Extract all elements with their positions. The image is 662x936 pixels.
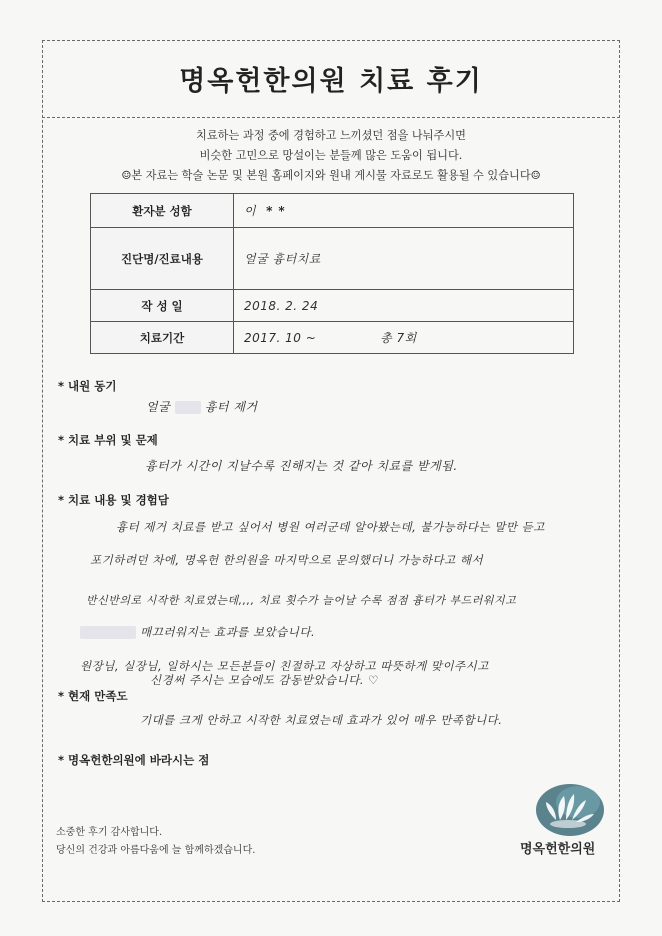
treatment-area-answer: 흉터가 시간이 지날수록 진해지는 것 같아 치료를 받게됨. [145, 459, 458, 473]
date-label: 작 성 일 [91, 290, 234, 322]
intro-text [42, 126, 620, 186]
period-value: 2017. 10 ~ [244, 331, 317, 345]
experience-line-6: 신경써 주시는 모습에도 감동받았습니다. ♡ [150, 673, 379, 687]
visit-reason-text-b: 흉터 제거 [204, 400, 258, 414]
experience-line-1: 흉터 제거 치료를 받고 싶어서 병원 여러군데 알아봤는데, 불가능하다는 말만 듣고 [116, 520, 545, 534]
name-value: 이 [244, 204, 257, 218]
footer-line-2: 당신의 건강과 아름다움에 늘 함께하겠습니다. [56, 845, 256, 856]
name-label: 환자분 성함 [91, 194, 234, 228]
visit-reason-answer [146, 398, 258, 415]
satisfaction-answer: 기대를 크게 안하고 시작한 치료였는데 효과가 있어 매우 만족합니다. [140, 713, 503, 727]
experience-line-4-wrap [80, 624, 315, 640]
experience-line-4: 매끄러워지는 효과를 보았습니다. [140, 625, 316, 639]
intro-line-3: ☺본 자료는 학술 논문 및 본원 홈페이지와 원내 게시물 자료로도 활용될 수 있습니다☺ [121, 169, 541, 182]
footer-line-1: 소중한 후기 감사합니다. [56, 827, 163, 838]
name-row [91, 194, 574, 228]
diagnosis-label: 진단명/진료내용 [91, 228, 234, 290]
intro-line-2: 비슷한 고민으로 망설이는 분들께 많은 도움이 됩니다. [199, 149, 463, 162]
redaction-mark [80, 626, 136, 639]
period-total: 총 7회 [380, 331, 417, 345]
date-row [91, 290, 574, 322]
period-label: 치료기간 [91, 322, 234, 354]
diagnosis-value: 얼굴 흉터치료 [234, 228, 574, 290]
experience-line-5: 원장님, 실장님, 일하시는 모든분들이 친절하고 자상하고 따뜻하게 맞이주시고 [80, 659, 489, 673]
name-masked: ** [266, 204, 291, 218]
title-box [42, 40, 620, 118]
request-title: * 명옥헌한의원에 바라시는 점 [58, 753, 210, 767]
patient-info-table [90, 193, 574, 354]
satisfaction-title: * 현재 만족도 [58, 689, 128, 703]
date-value: 2018. 2. 24 [234, 290, 574, 322]
experience-line-2: 포기하려던 차에, 명옥헌 한의원을 마지막으로 문의했더니 가능하다고 해서 [90, 553, 484, 567]
experience-line-3: 반신반의로 시작한 치료였는데,,,, 치료 횟수가 늘어날 수록 점점 흉터가 부드러워지고 [86, 594, 517, 607]
footer-thanks [56, 824, 255, 860]
visit-reason-text-a: 얼굴 [146, 400, 171, 414]
form-title: 명옥헌한의원 치료 후기 [179, 66, 483, 97]
treatment-area-title: * 치료 부위 및 문제 [58, 433, 158, 447]
name-cell [234, 194, 574, 228]
period-cell [234, 322, 574, 354]
experience-title: * 치료 내용 및 경험담 [58, 493, 169, 507]
clinic-logo-name: 명옥헌한의원 [520, 842, 596, 857]
redaction-mark [175, 401, 201, 414]
diagnosis-row [91, 228, 574, 290]
period-row [91, 322, 574, 354]
visit-reason-title: * 내원 동기 [58, 379, 117, 393]
intro-line-1: 치료하는 과정 중에 경험하고 느끼셨던 점을 나눠주시면 [196, 129, 466, 142]
